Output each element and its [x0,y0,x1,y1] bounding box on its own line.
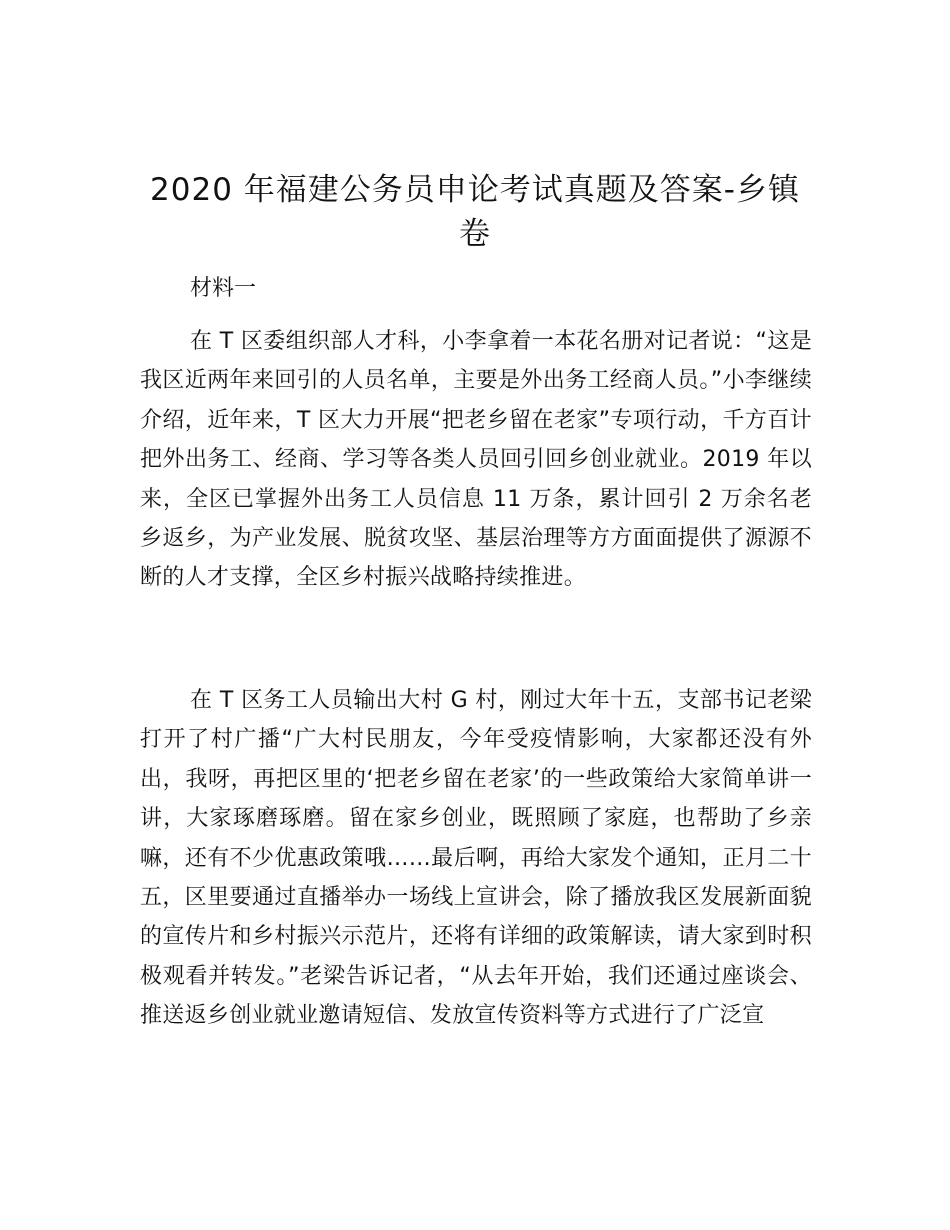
document-title: 2020 年福建公务员申论考试真题及答案-乡镇卷 [150,172,800,252]
paragraph: 在 T 区务工人员输出大村 G 村，刚过大年十五，支部书记老梁打开了村广播“广大村民朋友，今年受疫情影响，大家都还没有外出，我呀，再把区里的‘把老乡留在老家’的一些政策给大家简单讲一讲，大家琢磨琢磨。留在家乡创业，既照顾了家庭，也帮助了乡亲嘛，还有不少优惠政策哦……最后啊，再给大家发个通知，正月二十五，区里要通过直播举办一场线上宣讲会，除了播放我区发展新面貌的宣传片和乡村振兴示范片，还将有详细的政策解读，请大家到时积极观看并转发。”老梁告诉记者，“从去年开始，我们还通过座谈会、推送返乡创业就业邀请短信、发放宣传资料等方式进行了广泛宣 [140,688,812,1029]
section-label: 材料一 [190,276,257,301]
paragraph: 在 T 区委组织部人才科，小李拿着一本花名册对记者说：“这是我区近两年来回引的人员名单，主要是外出务工经商人员。”小李继续介绍，近年来，T 区大力开展“把老乡留在老家”专项行动，千方百计把外出务工、经商、学习等各类人员回引回乡创业就业。2019 年以来，全区已掌握外出务工人员信息 11 万条，累计回引 2 万余名老乡返乡，为产业发展、脱贫攻坚、基层治理等方方面面提供了源源不断的人才支撑，全区乡村振兴战略持续推进。 [140,329,812,591]
